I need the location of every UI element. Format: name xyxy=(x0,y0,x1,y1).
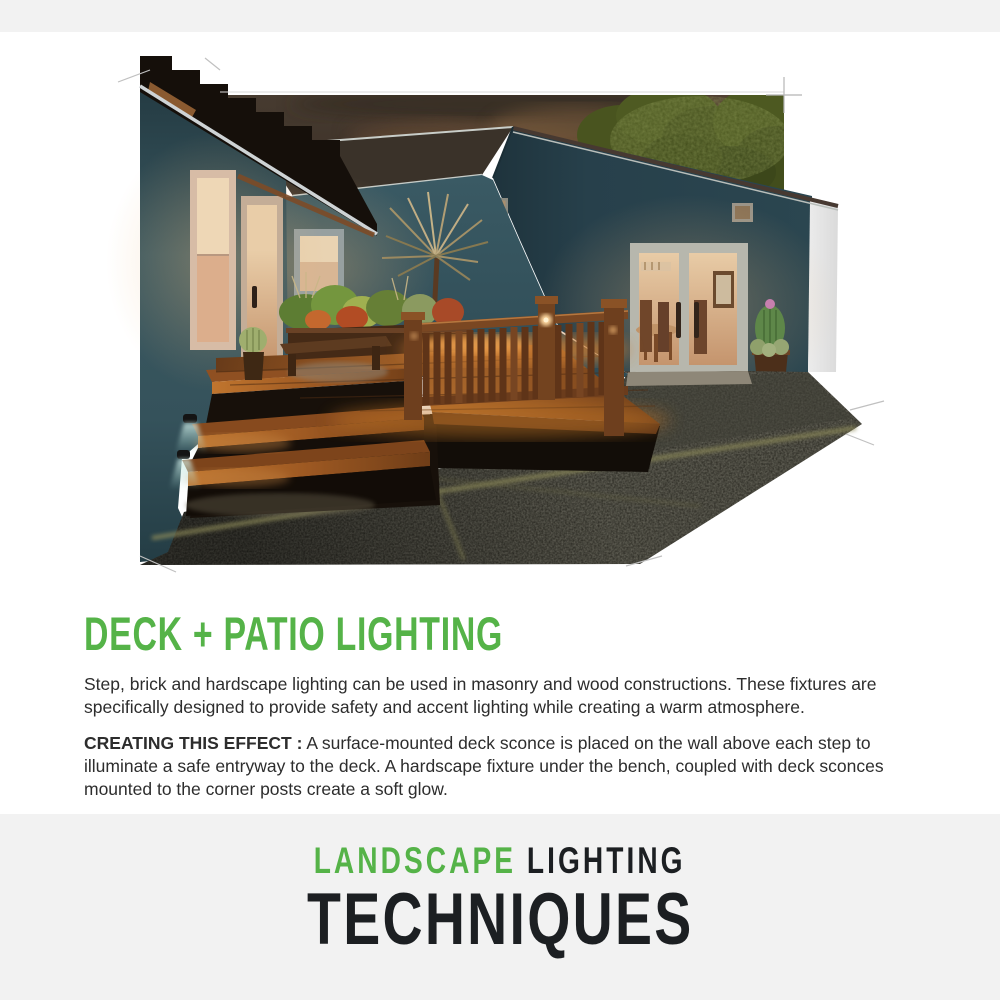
effect-label: CREATING THIS EFFECT : xyxy=(84,732,303,753)
effect-paragraph xyxy=(84,732,926,801)
left-window xyxy=(190,170,236,350)
intro-paragraph: Step, brick and hardscape lighting can be used in masonry and wood constructions. These fixtures are specifically designed to provide safety and accent lighting while creating a warm atmosphere. xyxy=(84,674,877,717)
door-threshold xyxy=(626,371,752,386)
door-handle xyxy=(676,302,681,338)
french-doors xyxy=(630,243,748,374)
brand-word-landscape: LANDSCAPE xyxy=(314,840,517,881)
footer-brand xyxy=(0,814,1000,1000)
effect-text: A surface-mounted deck sconce is placed on the wall above each step to illuminate a safe entryway to the deck. A hardscape fixture under the bench, coupled with deck sconces mounted to the corner posts create a soft glow. xyxy=(84,732,884,799)
page-title: DECK + PATIO LIGHTING xyxy=(84,607,504,660)
brand-word-lighting: LIGHTING xyxy=(516,840,686,881)
brand-line-1 xyxy=(0,841,1000,882)
section-content xyxy=(84,606,926,801)
door-handle xyxy=(252,286,257,308)
brand-line-2: TECHNIQUES xyxy=(306,878,694,960)
door-handle xyxy=(694,302,699,338)
